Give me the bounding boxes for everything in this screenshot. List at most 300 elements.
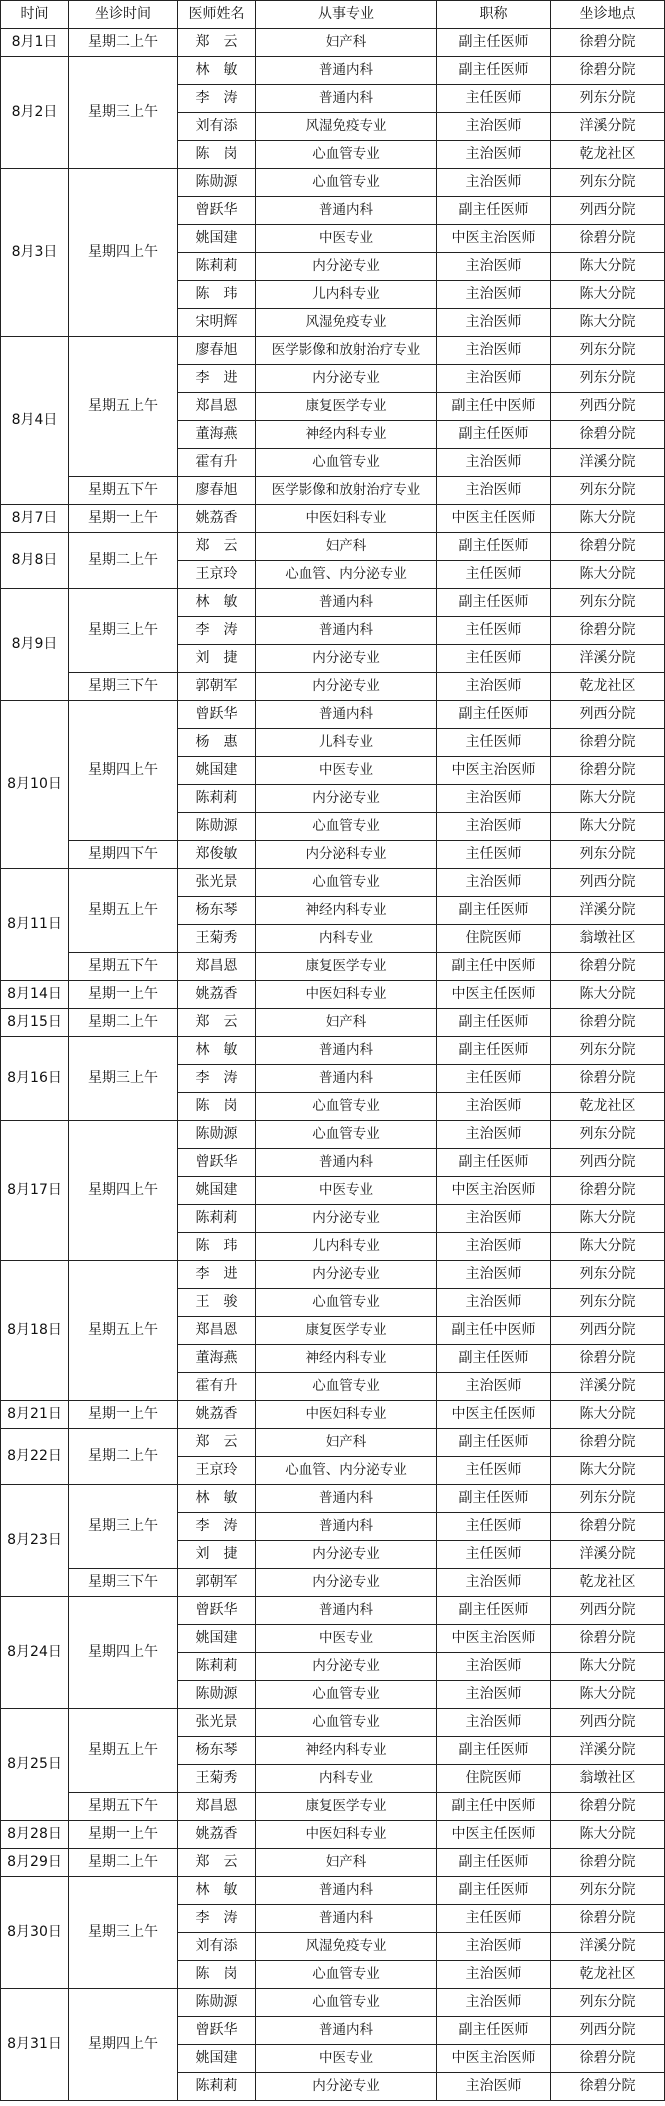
location-cell: 徐碧分院	[551, 1065, 665, 1093]
doctor-name-cell: 董海燕	[178, 1345, 256, 1373]
specialty-cell: 心血管、内分泌专业	[256, 561, 437, 589]
specialty-cell: 心血管专业	[256, 1681, 437, 1709]
location-cell: 陈大分院	[551, 785, 665, 813]
session-time-cell: 星期三上午	[69, 1877, 178, 1989]
doctor-name-cell: 林 敏	[178, 57, 256, 85]
table-row	[1, 1877, 665, 1905]
location-cell: 徐碧分院	[551, 1429, 665, 1457]
specialty-cell: 心血管专业	[256, 169, 437, 197]
title-cell: 副主任医师	[437, 897, 551, 925]
specialty-cell: 心血管专业	[256, 1373, 437, 1401]
session-time-cell: 星期五下午	[69, 477, 178, 505]
title-cell: 中医主任医师	[437, 1401, 551, 1429]
title-cell: 主任医师	[437, 617, 551, 645]
table-row	[1, 1429, 665, 1457]
doctor-name-cell: 陈 岗	[178, 1093, 256, 1121]
doctor-name-cell: 王京玲	[178, 561, 256, 589]
location-cell: 陈大分院	[551, 981, 665, 1009]
specialty-cell: 心血管专业	[256, 141, 437, 169]
session-time-cell: 星期二上午	[69, 1849, 178, 1877]
specialty-cell: 妇产科	[256, 1849, 437, 1877]
title-cell: 主治医师	[437, 1121, 551, 1149]
title-cell: 主治医师	[437, 673, 551, 701]
title-cell: 副主任医师	[437, 1345, 551, 1373]
title-cell: 中医主任医师	[437, 1821, 551, 1849]
specialty-cell: 心血管、内分泌专业	[256, 1457, 437, 1485]
location-cell: 列东分院	[551, 365, 665, 393]
doctor-name-cell: 曾跃华	[178, 197, 256, 225]
specialty-cell: 心血管专业	[256, 1093, 437, 1121]
title-cell: 主任医师	[437, 1513, 551, 1541]
title-cell: 住院医师	[437, 925, 551, 953]
doctor-name-cell: 姚荔香	[178, 505, 256, 533]
location-cell: 列东分院	[551, 589, 665, 617]
title-cell: 主治医师	[437, 1373, 551, 1401]
specialty-cell: 儿内科专业	[256, 281, 437, 309]
location-cell: 洋溪分院	[551, 113, 665, 141]
title-cell: 主治医师	[437, 1093, 551, 1121]
location-cell: 列西分院	[551, 393, 665, 421]
title-cell: 副主任医师	[437, 589, 551, 617]
title-cell: 中医主治医师	[437, 225, 551, 253]
doctor-name-cell: 陈勋源	[178, 813, 256, 841]
session-time-cell: 星期五上午	[69, 1709, 178, 1793]
specialty-cell: 普通内科	[256, 1513, 437, 1541]
table-row	[1, 29, 665, 57]
title-cell: 主治医师	[437, 1961, 551, 1989]
specialty-cell: 内分泌专业	[256, 1205, 437, 1233]
date-cell: 8月17日	[1, 1121, 69, 1261]
doctor-name-cell: 曾跃华	[178, 2017, 256, 2045]
location-cell: 徐碧分院	[551, 533, 665, 561]
specialty-cell: 普通内科	[256, 701, 437, 729]
title-cell: 主治医师	[437, 1233, 551, 1261]
doctor-name-cell: 姚荔香	[178, 1401, 256, 1429]
doctor-name-cell: 曾跃华	[178, 1149, 256, 1177]
title-cell: 副主任医师	[437, 1849, 551, 1877]
title-cell: 主任医师	[437, 561, 551, 589]
doctor-name-cell: 姚荔香	[178, 981, 256, 1009]
specialty-cell: 内分泌专业	[256, 1261, 437, 1289]
location-cell: 徐碧分院	[551, 2073, 665, 2101]
session-time-cell: 星期二上午	[69, 29, 178, 57]
doctor-name-cell: 郑昌恩	[178, 1793, 256, 1821]
location-cell: 列西分院	[551, 1317, 665, 1345]
title-cell: 副主任医师	[437, 1485, 551, 1513]
doctor-name-cell: 陈 玮	[178, 1233, 256, 1261]
location-cell: 列东分院	[551, 169, 665, 197]
session-time-cell: 星期四上午	[69, 1989, 178, 2101]
location-cell: 列东分院	[551, 1261, 665, 1289]
specialty-cell: 内科专业	[256, 1765, 437, 1793]
session-time-cell: 星期三上午	[69, 589, 178, 673]
specialty-cell: 中医妇科专业	[256, 1401, 437, 1429]
location-cell: 翁墩社区	[551, 925, 665, 953]
date-cell: 8月7日	[1, 505, 69, 533]
table-row	[1, 869, 665, 897]
specialty-cell: 风湿免疫专业	[256, 1933, 437, 1961]
specialty-cell: 内分泌专业	[256, 2073, 437, 2101]
doctor-name-cell: 李 涛	[178, 85, 256, 113]
specialty-cell: 心血管专业	[256, 1989, 437, 2017]
doctor-name-cell: 李 涛	[178, 617, 256, 645]
doctor-name-cell: 廖春旭	[178, 337, 256, 365]
location-cell: 列西分院	[551, 1709, 665, 1737]
location-cell: 列东分院	[551, 841, 665, 869]
doctor-name-cell: 郑 云	[178, 1429, 256, 1457]
location-cell: 洋溪分院	[551, 645, 665, 673]
specialty-cell: 康复医学专业	[256, 1317, 437, 1345]
specialty-cell: 内分泌专业	[256, 785, 437, 813]
location-cell: 陈大分院	[551, 309, 665, 337]
session-time-cell: 星期一上午	[69, 1401, 178, 1429]
table-row	[1, 1793, 665, 1821]
location-cell: 列东分院	[551, 1877, 665, 1905]
title-cell: 副主任中医师	[437, 393, 551, 421]
doctor-name-cell: 廖春旭	[178, 477, 256, 505]
specialty-cell: 普通内科	[256, 1877, 437, 1905]
table-row	[1, 953, 665, 981]
title-cell: 主治医师	[437, 449, 551, 477]
title-cell: 副主任医师	[437, 1597, 551, 1625]
title-cell: 副主任中医师	[437, 1317, 551, 1345]
date-cell: 8月14日	[1, 981, 69, 1009]
specialty-cell: 普通内科	[256, 57, 437, 85]
title-cell: 副主任医师	[437, 1009, 551, 1037]
title-cell: 主治医师	[437, 2073, 551, 2101]
location-cell: 陈大分院	[551, 253, 665, 281]
specialty-cell: 医学影像和放射治疗专业	[256, 337, 437, 365]
specialty-cell: 普通内科	[256, 1905, 437, 1933]
table-row	[1, 1401, 665, 1429]
doctor-name-cell: 林 敏	[178, 589, 256, 617]
specialty-cell: 普通内科	[256, 1597, 437, 1625]
doctor-name-cell: 陈 岗	[178, 1961, 256, 1989]
session-time-cell: 星期三上午	[69, 1485, 178, 1569]
specialty-cell: 儿科专业	[256, 729, 437, 757]
location-cell: 乾龙社区	[551, 141, 665, 169]
doctor-name-cell: 姚国建	[178, 1625, 256, 1653]
title-cell: 副主任医师	[437, 1429, 551, 1457]
date-cell: 8月16日	[1, 1037, 69, 1121]
session-time-cell: 星期四上午	[69, 1597, 178, 1709]
header-location: 坐诊地点	[551, 1, 665, 29]
location-cell: 徐碧分院	[551, 57, 665, 85]
date-cell: 8月1日	[1, 29, 69, 57]
specialty-cell: 普通内科	[256, 1485, 437, 1513]
doctor-name-cell: 刘有添	[178, 113, 256, 141]
header-doctor-name: 医师姓名	[178, 1, 256, 29]
table-row	[1, 477, 665, 505]
doctor-name-cell: 董海燕	[178, 421, 256, 449]
location-cell: 徐碧分院	[551, 2045, 665, 2073]
location-cell: 洋溪分院	[551, 897, 665, 925]
specialty-cell: 普通内科	[256, 589, 437, 617]
location-cell: 徐碧分院	[551, 1625, 665, 1653]
specialty-cell: 心血管专业	[256, 1121, 437, 1149]
location-cell: 列东分院	[551, 1121, 665, 1149]
doctor-name-cell: 陈莉莉	[178, 1653, 256, 1681]
title-cell: 主治医师	[437, 113, 551, 141]
date-cell: 8月24日	[1, 1597, 69, 1709]
specialty-cell: 神经内科专业	[256, 1345, 437, 1373]
date-cell: 8月23日	[1, 1485, 69, 1597]
title-cell: 住院医师	[437, 1765, 551, 1793]
table-row	[1, 1989, 665, 2017]
table-row	[1, 1121, 665, 1149]
session-time-cell: 星期二上午	[69, 533, 178, 589]
location-cell: 徐碧分院	[551, 1849, 665, 1877]
location-cell: 洋溪分院	[551, 1373, 665, 1401]
specialty-cell: 内分泌专业	[256, 673, 437, 701]
doctor-name-cell: 李 进	[178, 1261, 256, 1289]
specialty-cell: 中医专业	[256, 1177, 437, 1205]
title-cell: 主治医师	[437, 1205, 551, 1233]
header-date: 时间	[1, 1, 69, 29]
specialty-cell: 儿内科专业	[256, 1233, 437, 1261]
doctor-name-cell: 郑昌恩	[178, 1317, 256, 1345]
doctor-name-cell: 姚国建	[178, 225, 256, 253]
specialty-cell: 中医专业	[256, 757, 437, 785]
doctor-name-cell: 刘 捷	[178, 1541, 256, 1569]
date-cell: 8月22日	[1, 1429, 69, 1485]
title-cell: 主治医师	[437, 1653, 551, 1681]
location-cell: 乾龙社区	[551, 1093, 665, 1121]
session-time-cell: 星期三上午	[69, 57, 178, 169]
title-cell: 主治医师	[437, 281, 551, 309]
title-cell: 副主任医师	[437, 421, 551, 449]
title-cell: 主治医师	[437, 253, 551, 281]
specialty-cell: 心血管专业	[256, 1961, 437, 1989]
specialty-cell: 妇产科	[256, 1009, 437, 1037]
specialty-cell: 心血管专业	[256, 869, 437, 897]
location-cell: 乾龙社区	[551, 1961, 665, 1989]
title-cell: 主治医师	[437, 813, 551, 841]
location-cell: 列东分院	[551, 85, 665, 113]
title-cell: 主治医师	[437, 141, 551, 169]
specialty-cell: 普通内科	[256, 197, 437, 225]
location-cell: 列西分院	[551, 197, 665, 225]
session-time-cell: 星期三下午	[69, 1569, 178, 1597]
date-cell: 8月10日	[1, 701, 69, 869]
location-cell: 陈大分院	[551, 505, 665, 533]
table-row	[1, 1569, 665, 1597]
specialty-cell: 心血管专业	[256, 449, 437, 477]
doctor-name-cell: 杨东琴	[178, 1737, 256, 1765]
title-cell: 副主任医师	[437, 57, 551, 85]
title-cell: 主治医师	[437, 1289, 551, 1317]
date-cell: 8月25日	[1, 1709, 69, 1821]
table-row	[1, 1821, 665, 1849]
doctor-name-cell: 林 敏	[178, 1877, 256, 1905]
title-cell: 副主任医师	[437, 1037, 551, 1065]
location-cell: 列东分院	[551, 1989, 665, 2017]
date-cell: 8月11日	[1, 869, 69, 981]
doctor-name-cell: 李 涛	[178, 1065, 256, 1093]
doctor-name-cell: 李 进	[178, 365, 256, 393]
date-cell: 8月3日	[1, 169, 69, 337]
title-cell: 主任医师	[437, 729, 551, 757]
specialty-cell: 心血管专业	[256, 1709, 437, 1737]
title-cell: 副主任医师	[437, 29, 551, 57]
doctor-name-cell: 郑 云	[178, 533, 256, 561]
doctor-name-cell: 曾跃华	[178, 1597, 256, 1625]
doctor-name-cell: 姚国建	[178, 757, 256, 785]
specialty-cell: 内分泌科专业	[256, 841, 437, 869]
location-cell: 列西分院	[551, 1597, 665, 1625]
title-cell: 中医主治医师	[437, 757, 551, 785]
location-cell: 徐碧分院	[551, 225, 665, 253]
doctor-name-cell: 林 敏	[178, 1485, 256, 1513]
doctor-name-cell: 郑俊敏	[178, 841, 256, 869]
date-cell: 8月9日	[1, 589, 69, 701]
specialty-cell: 内分泌专业	[256, 645, 437, 673]
specialty-cell: 心血管专业	[256, 813, 437, 841]
location-cell: 徐碧分院	[551, 1177, 665, 1205]
location-cell: 列东分院	[551, 477, 665, 505]
date-cell: 8月30日	[1, 1877, 69, 1989]
location-cell: 列东分院	[551, 1289, 665, 1317]
date-cell: 8月2日	[1, 57, 69, 169]
specialty-cell: 内分泌专业	[256, 1541, 437, 1569]
date-cell: 8月29日	[1, 1849, 69, 1877]
doctor-name-cell: 王菊秀	[178, 925, 256, 953]
doctor-name-cell: 郭朝军	[178, 673, 256, 701]
location-cell: 陈大分院	[551, 1653, 665, 1681]
title-cell: 中医主任医师	[437, 981, 551, 1009]
location-cell: 列西分院	[551, 2017, 665, 2045]
location-cell: 陈大分院	[551, 281, 665, 309]
location-cell: 陈大分院	[551, 1821, 665, 1849]
title-cell: 主治医师	[437, 1933, 551, 1961]
specialty-cell: 妇产科	[256, 1429, 437, 1457]
header-clinic-time: 坐诊时间	[69, 1, 178, 29]
specialty-cell: 风湿免疫专业	[256, 113, 437, 141]
doctor-name-cell: 刘有添	[178, 1933, 256, 1961]
doctor-name-cell: 曾跃华	[178, 701, 256, 729]
title-cell: 主治医师	[437, 869, 551, 897]
date-cell: 8月18日	[1, 1261, 69, 1401]
title-cell: 主任医师	[437, 645, 551, 673]
doctor-name-cell: 霍有升	[178, 1373, 256, 1401]
header-specialty: 从事专业	[256, 1, 437, 29]
location-cell: 徐碧分院	[551, 1009, 665, 1037]
title-cell: 副主任医师	[437, 2017, 551, 2045]
location-cell: 徐碧分院	[551, 617, 665, 645]
session-time-cell: 星期五上午	[69, 869, 178, 953]
title-cell: 中医主治医师	[437, 1625, 551, 1653]
table-row	[1, 169, 665, 197]
title-cell: 副主任医师	[437, 1149, 551, 1177]
session-time-cell: 星期五下午	[69, 953, 178, 981]
doctor-name-cell: 刘 捷	[178, 645, 256, 673]
title-cell: 主任医师	[437, 1065, 551, 1093]
title-cell: 中医主治医师	[437, 1177, 551, 1205]
location-cell: 列西分院	[551, 869, 665, 897]
doctor-name-cell: 霍有升	[178, 449, 256, 477]
title-cell: 副主任中医师	[437, 1793, 551, 1821]
location-cell: 徐碧分院	[551, 953, 665, 981]
doctor-name-cell: 陈莉莉	[178, 785, 256, 813]
doctor-name-cell: 张光景	[178, 869, 256, 897]
date-cell: 8月4日	[1, 337, 69, 505]
session-time-cell: 星期四上午	[69, 1121, 178, 1261]
title-cell: 副主任医师	[437, 701, 551, 729]
doctor-name-cell: 姚荔香	[178, 1821, 256, 1849]
session-time-cell: 星期四上午	[69, 169, 178, 337]
specialty-cell: 普通内科	[256, 2017, 437, 2045]
location-cell: 列东分院	[551, 1037, 665, 1065]
specialty-cell: 内分泌专业	[256, 1569, 437, 1597]
table-row	[1, 337, 665, 365]
title-cell: 主任医师	[437, 1457, 551, 1485]
title-cell: 副主任医师	[437, 197, 551, 225]
specialty-cell: 普通内科	[256, 1037, 437, 1065]
location-cell: 洋溪分院	[551, 449, 665, 477]
session-time-cell: 星期三下午	[69, 673, 178, 701]
location-cell: 陈大分院	[551, 1205, 665, 1233]
specialty-cell: 中医妇科专业	[256, 505, 437, 533]
location-cell: 徐碧分院	[551, 29, 665, 57]
title-cell: 主任医师	[437, 85, 551, 113]
title-cell: 主治医师	[437, 785, 551, 813]
location-cell: 列东分院	[551, 337, 665, 365]
location-cell: 乾龙社区	[551, 1569, 665, 1597]
location-cell: 洋溪分院	[551, 1933, 665, 1961]
title-cell: 主治医师	[437, 1261, 551, 1289]
title-cell: 副主任医师	[437, 1877, 551, 1905]
title-cell: 主治医师	[437, 1569, 551, 1597]
specialty-cell: 普通内科	[256, 85, 437, 113]
header-title: 职称	[437, 1, 551, 29]
doctor-name-cell: 郑 云	[178, 29, 256, 57]
specialty-cell: 中医妇科专业	[256, 1821, 437, 1849]
specialty-cell: 普通内科	[256, 1149, 437, 1177]
specialty-cell: 中医专业	[256, 1625, 437, 1653]
table-row	[1, 1597, 665, 1625]
doctor-name-cell: 郑昌恩	[178, 953, 256, 981]
session-time-cell: 星期二上午	[69, 1429, 178, 1485]
doctor-name-cell: 宋明辉	[178, 309, 256, 337]
location-cell: 陈大分院	[551, 1457, 665, 1485]
doctor-name-cell: 林 敏	[178, 1037, 256, 1065]
specialty-cell: 康复医学专业	[256, 953, 437, 981]
table-row	[1, 57, 665, 85]
specialty-cell: 妇产科	[256, 533, 437, 561]
specialty-cell: 普通内科	[256, 617, 437, 645]
doctor-name-cell: 王京玲	[178, 1457, 256, 1485]
doctor-name-cell: 张光景	[178, 1709, 256, 1737]
session-time-cell: 星期三上午	[69, 1037, 178, 1121]
doctor-name-cell: 姚国建	[178, 2045, 256, 2073]
doctor-name-cell: 陈勋源	[178, 1681, 256, 1709]
table-row	[1, 981, 665, 1009]
location-cell: 洋溪分院	[551, 1541, 665, 1569]
title-cell: 主治医师	[437, 169, 551, 197]
doctor-name-cell: 陈勋源	[178, 169, 256, 197]
doctor-name-cell: 郑 云	[178, 1849, 256, 1877]
session-time-cell: 星期五下午	[69, 1793, 178, 1821]
location-cell: 徐碧分院	[551, 1513, 665, 1541]
title-cell: 主任医师	[437, 841, 551, 869]
title-cell: 副主任医师	[437, 1737, 551, 1765]
title-cell: 主治医师	[437, 477, 551, 505]
location-cell: 洋溪分院	[551, 1737, 665, 1765]
specialty-cell: 内分泌专业	[256, 365, 437, 393]
doctor-name-cell: 姚国建	[178, 1177, 256, 1205]
table-row	[1, 701, 665, 729]
location-cell: 列西分院	[551, 701, 665, 729]
